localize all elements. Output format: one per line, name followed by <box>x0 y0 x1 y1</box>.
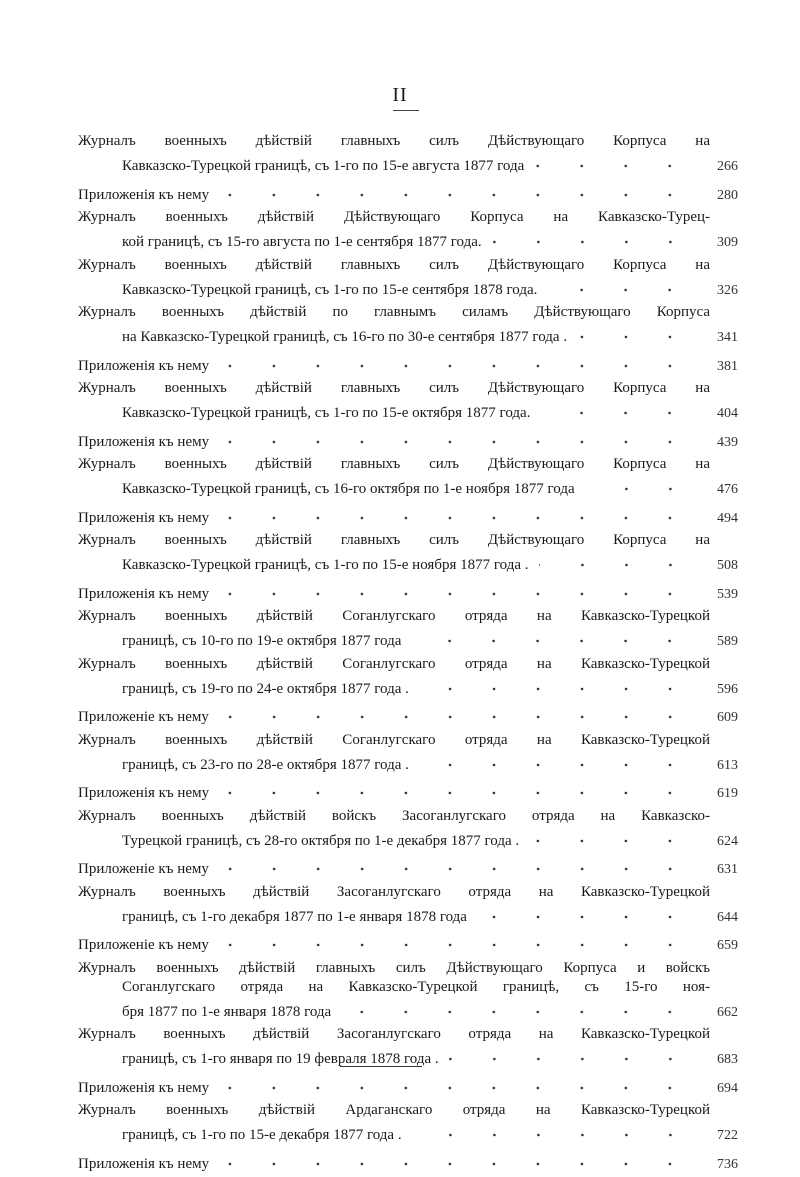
entry-last-line <box>78 674 738 699</box>
toc-entry <box>78 208 738 252</box>
page-number: II <box>392 84 408 106</box>
entry-last-line <box>78 1120 738 1145</box>
entry-title-line: Журналъ военныхъ дѣйствій Засоганлугскаго отряда на Кавказско-Турецкой <box>78 1026 710 1042</box>
dot-leader <box>219 1149 692 1168</box>
entry-title-line: Журналъ военныхъ дѣйствій Ардаганскаго отряда на Кавказско-Турецкой <box>78 1102 710 1118</box>
entry-page-number: 624 <box>717 833 738 849</box>
entry-title-line: границѣ, съ 1-го января по 19 февраля 1878 года . <box>122 1051 439 1067</box>
dot-leader <box>219 930 692 949</box>
entry-title-line: границѣ, съ 19-го по 24-е октября 1877 года . <box>122 680 409 697</box>
entry-last-line <box>78 351 738 376</box>
entry-last-line <box>78 275 738 300</box>
entry-last-line <box>78 750 738 775</box>
entry-last-line <box>78 322 738 347</box>
dot-leader <box>219 778 692 797</box>
entry-title-line: Кавказско-Турецкой границѣ, съ 1-го по 15-е ноября 1877 года . <box>122 557 529 573</box>
toc-entry <box>78 455 738 499</box>
toc-entry <box>78 256 738 300</box>
entry-title-line: Приложенія къ нему <box>78 1155 210 1172</box>
toc-entry <box>78 655 738 699</box>
dot-leader <box>477 902 692 921</box>
entry-title-line: Журналъ военныхъ дѣйствій Соганлугскаго отряда на Кавказско-Турецкой <box>78 608 710 624</box>
entry-title-line: Приложенія къ нему <box>78 1079 210 1096</box>
entry-page-number: 694 <box>717 1080 738 1096</box>
entry-title-line: Журналъ военныхъ дѣйствій Дѣйствующаго Корпуса на Кавказско-Турец- <box>78 209 710 225</box>
entry-title-line: Приложенія къ нему <box>78 186 210 203</box>
toc-entry <box>78 427 738 452</box>
entry-page-number: 644 <box>717 909 738 925</box>
dot-leader <box>585 474 692 493</box>
entry-title-line: Кавказско-Турецкой границѣ, съ 16-го октября по 1-е ноября 1877 года <box>122 481 575 497</box>
entry-last-line <box>78 503 738 528</box>
entry-title-line: Приложеніе къ нему <box>78 861 209 877</box>
entry-title-line: Журналъ военныхъ дѣйствій главныхъ силъ Дѣйствующаго Корпуса на <box>78 532 710 548</box>
dot-leader <box>419 674 692 693</box>
dot-leader <box>219 180 692 199</box>
toc-entry <box>78 1025 738 1069</box>
entry-page-number: 662 <box>717 1004 738 1020</box>
entry-page-number: 341 <box>717 330 738 345</box>
dot-leader <box>534 151 692 170</box>
entry-page-number: 596 <box>717 681 738 697</box>
entry-last-line <box>78 180 738 205</box>
toc-entry <box>78 883 738 927</box>
toc-entry <box>78 959 738 1022</box>
entry-title-line: Журналъ военныхъ дѣйствій главныхъ силъ Дѣйствующаго Корпуса на <box>78 133 710 149</box>
toc-entry <box>78 180 738 205</box>
table-of-contents <box>78 132 738 1177</box>
entry-last-line <box>78 1073 738 1098</box>
entry-page-number: 280 <box>717 187 738 203</box>
entry-last-line <box>78 997 738 1022</box>
dot-leader <box>411 626 692 645</box>
toc-entry <box>78 607 738 651</box>
toc-entry <box>78 807 738 851</box>
toc-entry <box>78 854 738 879</box>
entry-page-number: 619 <box>717 786 738 801</box>
entry-page-number: 266 <box>717 159 738 174</box>
dot-leader <box>492 227 692 246</box>
entry-title-line: Журналъ военныхъ дѣйствій Соганлугскаго отряда на Кавказско-Турецкой <box>78 655 710 672</box>
toc-entry <box>78 351 738 376</box>
entry-last-line <box>78 579 738 604</box>
entry-last-line <box>78 626 738 651</box>
entry-title-line: Приложенія къ нему <box>78 509 210 526</box>
entry-last-line <box>78 427 738 452</box>
dot-leader <box>219 427 692 446</box>
entry-title-line: кой границѣ, съ 15-го августа по 1-е сентября 1877 года. <box>122 234 482 250</box>
entry-title-line: границѣ, съ 1-го по 15-е декабря 1877 года . <box>122 1127 402 1143</box>
entry-title-line: границѣ, съ 1-го декабря 1877 по 1-е января 1878 года <box>122 908 467 925</box>
dot-leader <box>449 1044 692 1063</box>
entry-last-line <box>78 1149 738 1174</box>
entry-title-line: Кавказско-Турецкой границѣ, съ 1-го по 15-е августа 1877 года <box>122 158 525 174</box>
entry-title-line: Кавказско-Турецкой границѣ, съ 1-го по 15-е октября 1877 года. <box>122 405 531 421</box>
dot-leader <box>539 550 693 569</box>
dot-leader <box>412 1120 692 1139</box>
entry-page-number: 631 <box>717 862 738 877</box>
toc-entry <box>78 503 738 528</box>
entry-page-number: 309 <box>717 235 738 250</box>
entry-title-line: Приложеніе къ нему <box>78 709 209 725</box>
entry-title-line: на Кавказско-Турецкой границѣ, съ 16-го по 30-е сентября 1877 года . <box>122 329 568 345</box>
toc-entry <box>78 1149 738 1174</box>
toc-entry <box>78 778 738 803</box>
entry-title-line: Журналъ военныхъ дѣйствій Засоганлугскаго отряда на Кавказско-Турецкой <box>78 883 710 900</box>
entry-page-number: 494 <box>717 510 738 526</box>
toc-entry <box>78 930 738 955</box>
dot-leader <box>219 503 692 522</box>
entry-title-line: Журналъ военныхъ дѣйствій главныхъ силъ Дѣйствующаго Корпуса на <box>78 256 710 273</box>
entry-page-number: 439 <box>717 434 738 450</box>
dot-leader <box>219 579 692 598</box>
entry-title-line: Журналъ военныхъ дѣйствій главныхъ силъ Дѣйствующаго Корпуса и войскъ <box>78 959 710 976</box>
entry-page-number: 476 <box>717 482 738 497</box>
entry-title-line: Приложенія къ нему <box>78 785 210 801</box>
entry-last-line <box>78 826 738 851</box>
entry-title-line: Журналъ военныхъ дѣйствій главныхъ силъ Дѣйствующаго Корпуса на <box>78 456 710 472</box>
entry-last-line <box>78 398 738 423</box>
entry-page-number: 613 <box>717 757 738 773</box>
entry-last-line <box>78 151 738 176</box>
dot-leader <box>219 702 692 721</box>
entry-title-line: Приложенія къ нему <box>78 585 210 602</box>
entry-last-line <box>78 550 738 575</box>
entry-title-line: Журналъ военныхъ дѣйствій главныхъ силъ Дѣйствующаго Корпуса на <box>78 380 710 396</box>
entry-title-line: границѣ, съ 23-го по 28-е октября 1877 года . <box>122 756 409 773</box>
entry-page-number: 539 <box>717 586 738 602</box>
entry-last-line <box>78 930 738 955</box>
entry-title-line: Соганлугскаго отряда на Кавказско-Турецкой границѣ, съ 15-го ноя- <box>122 978 710 995</box>
entry-title-line: Журналъ военныхъ дѣйствій Соганлугскаго отряда на Кавказско-Турецкой <box>78 731 710 748</box>
entry-title-line: границѣ, съ 10-го по 19-е октября 1877 года <box>122 633 402 649</box>
toc-entry <box>78 731 738 775</box>
toc-entry <box>78 1101 738 1145</box>
dot-leader <box>529 826 692 845</box>
toc-entry <box>78 531 738 575</box>
page-number-rule <box>393 110 419 111</box>
toc-entry <box>78 579 738 604</box>
end-rule <box>340 1066 422 1067</box>
entry-title-line: Приложенія къ нему <box>78 433 210 450</box>
entry-page-number: 404 <box>717 406 738 421</box>
entry-title-line: Кавказско-Турецкой границѣ, съ 1-го по 15-е сентября 1878 года. <box>122 281 538 298</box>
toc-entry <box>78 303 738 347</box>
dot-leader <box>219 854 692 873</box>
toc-entry <box>78 702 738 727</box>
entry-last-line <box>78 702 738 727</box>
entry-page-number: 659 <box>717 938 738 953</box>
dot-leader <box>577 322 692 341</box>
entry-page-number: 736 <box>717 1156 738 1172</box>
toc-entry <box>78 132 738 176</box>
dot-leader <box>419 750 692 769</box>
entry-page-number: 609 <box>717 710 738 725</box>
entry-page-number: 683 <box>717 1052 738 1067</box>
entry-last-line <box>78 227 738 252</box>
entry-page-number: 589 <box>717 634 738 649</box>
entry-last-line <box>78 778 738 803</box>
entry-last-line <box>78 474 738 499</box>
entry-page-number: 326 <box>717 282 738 298</box>
toc-entry <box>78 379 738 423</box>
entry-title-line: Турецкой границѣ, съ 28-го октября по 1-е декабря 1877 года . <box>122 832 520 849</box>
entry-last-line <box>78 902 738 927</box>
entry-title-line: Журналъ военныхъ дѣйствій по главнымъ силамъ Дѣйствующаго Корпуса <box>78 304 710 320</box>
dot-leader <box>547 275 692 294</box>
entry-page-number: 508 <box>717 558 738 573</box>
entry-title-line: Приложеніе къ нему <box>78 937 209 953</box>
dot-leader <box>219 1073 692 1092</box>
entry-page-number: 381 <box>717 358 738 374</box>
dot-leader <box>219 351 692 370</box>
entry-page-number: 722 <box>717 1128 738 1143</box>
entry-title-line: Журналъ военныхъ дѣйствій войскъ Засоганлугскаго отряда на Кавказско- <box>78 807 710 824</box>
entry-title-line: Приложенія къ нему <box>78 357 210 374</box>
toc-entry <box>78 1073 738 1098</box>
dot-leader <box>341 997 692 1016</box>
entry-title-line: бря 1877 по 1-е января 1878 года <box>122 1003 332 1020</box>
dot-leader <box>540 398 692 417</box>
entry-last-line <box>78 854 738 879</box>
